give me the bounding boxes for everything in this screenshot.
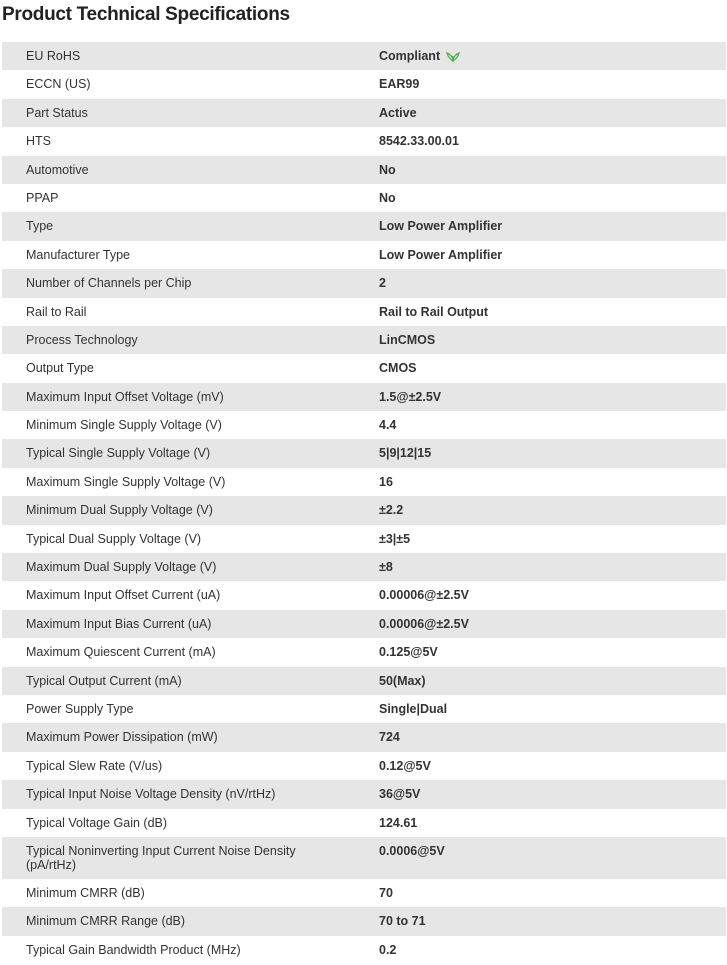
spec-row <box>2 70 726 98</box>
spec-value <box>354 42 726 70</box>
spec-value <box>354 496 726 524</box>
spec-name: Maximum Input Offset Current (uA) <box>26 588 221 603</box>
spec-name: Maximum Quiescent Current (mA) <box>26 645 216 660</box>
spec-row <box>2 907 726 935</box>
specs-table <box>2 42 726 964</box>
spec-value <box>354 411 726 439</box>
spec-value-text: EAR99 <box>379 77 420 92</box>
spec-name: Minimum Single Supply Voltage (V) <box>26 418 222 433</box>
spec-row <box>2 581 726 609</box>
spec-name: HTS <box>26 134 51 149</box>
spec-value-text: 124.61 <box>379 815 418 830</box>
spec-value-text: 4.4 <box>379 418 397 433</box>
spec-row <box>2 212 726 240</box>
spec-value <box>354 638 726 666</box>
spec-value <box>354 581 726 609</box>
spec-name: Process Technology <box>26 332 138 347</box>
spec-row <box>2 809 726 837</box>
spec-value-text: Active <box>379 105 417 120</box>
spec-name: Rail to Rail <box>26 304 87 319</box>
spec-value-text: ±3|±5 <box>379 531 411 546</box>
spec-value-text: 0.00006@±2.5V <box>379 588 469 603</box>
spec-name: Maximum Dual Supply Voltage (V) <box>26 560 217 575</box>
spec-value <box>354 667 726 695</box>
spec-value-text: 70 <box>379 885 393 900</box>
spec-value <box>354 70 726 98</box>
leaf-icon <box>446 50 460 62</box>
spec-value <box>354 156 726 184</box>
spec-name: Maximum Power Dissipation (mW) <box>26 730 218 745</box>
spec-name: ECCN (US) <box>26 77 91 92</box>
spec-value-text: 2 <box>379 276 386 291</box>
spec-value <box>354 127 726 155</box>
spec-name: Number of Channels per Chip <box>26 276 192 291</box>
spec-name: Typical Voltage Gain (dB) <box>26 815 168 830</box>
spec-value <box>354 99 726 127</box>
spec-name: Maximum Input Bias Current (uA) <box>26 616 212 631</box>
spec-row <box>2 780 726 808</box>
spec-value <box>354 695 726 723</box>
spec-row <box>2 695 726 723</box>
spec-name: Typical Input Noise Voltage Density (nV/rtHz) <box>26 787 276 802</box>
spec-name: Minimum CMRR (dB) <box>26 885 145 900</box>
spec-value <box>354 907 726 935</box>
spec-row <box>2 638 726 666</box>
spec-name: Typical Slew Rate (V/us) <box>26 758 163 773</box>
spec-name: Type <box>26 219 54 234</box>
spec-value <box>354 354 726 382</box>
spec-row <box>2 525 726 553</box>
spec-value-text: 36@5V <box>379 787 421 802</box>
spec-name: Typical Dual Supply Voltage (V) <box>26 531 202 546</box>
spec-name: Output Type <box>26 361 94 376</box>
spec-name: Typical Noninverting Input Current Noise Density (pA/rtHz) <box>26 843 296 872</box>
spec-row <box>2 553 726 581</box>
spec-value-text: No <box>379 162 396 177</box>
spec-name: Automotive <box>26 162 89 177</box>
spec-row <box>2 752 726 780</box>
spec-value-text: 0.2 <box>379 942 397 957</box>
spec-row <box>2 610 726 638</box>
spec-row <box>2 241 726 269</box>
spec-value-text: 0.0006@5V <box>379 843 445 858</box>
spec-name: Maximum Input Offset Voltage (mV) <box>26 389 224 404</box>
spec-name: Typical Single Supply Voltage (V) <box>26 446 211 461</box>
spec-name: EU RoHS <box>26 49 81 63</box>
spec-value <box>354 383 726 411</box>
page-title: Product Technical Specifications <box>2 4 290 25</box>
spec-row <box>2 383 726 411</box>
spec-row <box>2 411 726 439</box>
spec-name: PPAP <box>26 190 59 205</box>
spec-name: Typical Output Current (mA) <box>26 673 182 688</box>
spec-value-text: LinCMOS <box>379 332 436 347</box>
spec-value-text: 0.125@5V <box>379 645 438 660</box>
spec-row <box>2 184 726 212</box>
spec-row <box>2 269 726 297</box>
spec-value <box>354 439 726 467</box>
spec-row <box>2 298 726 326</box>
spec-name: Typical Gain Bandwidth Product (MHz) <box>26 942 241 957</box>
spec-row <box>2 468 726 496</box>
spec-name: Part Status <box>26 105 88 120</box>
spec-value-text: 0.00006@±2.5V <box>379 616 469 631</box>
spec-value-text: 1.5@±2.5V <box>379 389 442 404</box>
spec-value-text: CMOS <box>379 361 417 376</box>
spec-row <box>2 879 726 907</box>
spec-row <box>2 42 726 70</box>
spec-value <box>354 468 726 496</box>
spec-name: Manufacturer Type <box>26 247 130 262</box>
spec-name: Minimum Dual Supply Voltage (V) <box>26 503 213 518</box>
spec-value <box>354 298 726 326</box>
spec-value-text: Compliant <box>379 49 441 63</box>
spec-value <box>354 553 726 581</box>
spec-row <box>2 99 726 127</box>
spec-value <box>354 780 726 808</box>
spec-value <box>354 752 726 780</box>
spec-value-text: No <box>379 190 396 205</box>
spec-value-text: 724 <box>379 730 400 745</box>
spec-value <box>354 809 726 837</box>
spec-row <box>2 837 726 879</box>
spec-row <box>2 326 726 354</box>
spec-name: Minimum CMRR Range (dB) <box>26 914 186 929</box>
spec-value <box>354 241 726 269</box>
spec-value <box>354 212 726 240</box>
spec-value <box>354 525 726 553</box>
spec-value <box>354 610 726 638</box>
spec-row <box>2 354 726 382</box>
spec-value-text: ±8 <box>379 560 393 575</box>
spec-value-text: Low Power Amplifier <box>379 247 503 262</box>
spec-name: Maximum Single Supply Voltage (V) <box>26 474 226 489</box>
spec-row <box>2 723 726 751</box>
spec-value-text: 8542.33.00.01 <box>379 134 459 149</box>
spec-name: Power Supply Type <box>26 701 134 716</box>
spec-row <box>2 667 726 695</box>
spec-value <box>354 879 726 907</box>
spec-value-text: ±2.2 <box>379 503 404 518</box>
spec-row <box>2 496 726 524</box>
spec-value-text: Low Power Amplifier <box>379 219 503 234</box>
spec-value-text: 70 to 71 <box>379 914 426 929</box>
spec-value-text: 5|9|12|15 <box>379 446 432 461</box>
spec-row <box>2 127 726 155</box>
spec-value-text: 0.12@5V <box>379 758 431 773</box>
spec-value <box>354 269 726 297</box>
spec-value-text: Single|Dual <box>379 701 448 716</box>
spec-value <box>354 184 726 212</box>
spec-value <box>354 326 726 354</box>
spec-row <box>2 936 726 964</box>
spec-value-text: Rail to Rail Output <box>379 304 489 319</box>
spec-value-text: 50(Max) <box>379 673 426 688</box>
spec-row <box>2 439 726 467</box>
spec-row <box>2 156 726 184</box>
spec-value <box>354 837 726 865</box>
spec-value <box>354 936 726 964</box>
spec-value <box>354 723 726 751</box>
spec-value-text: 16 <box>379 474 393 489</box>
